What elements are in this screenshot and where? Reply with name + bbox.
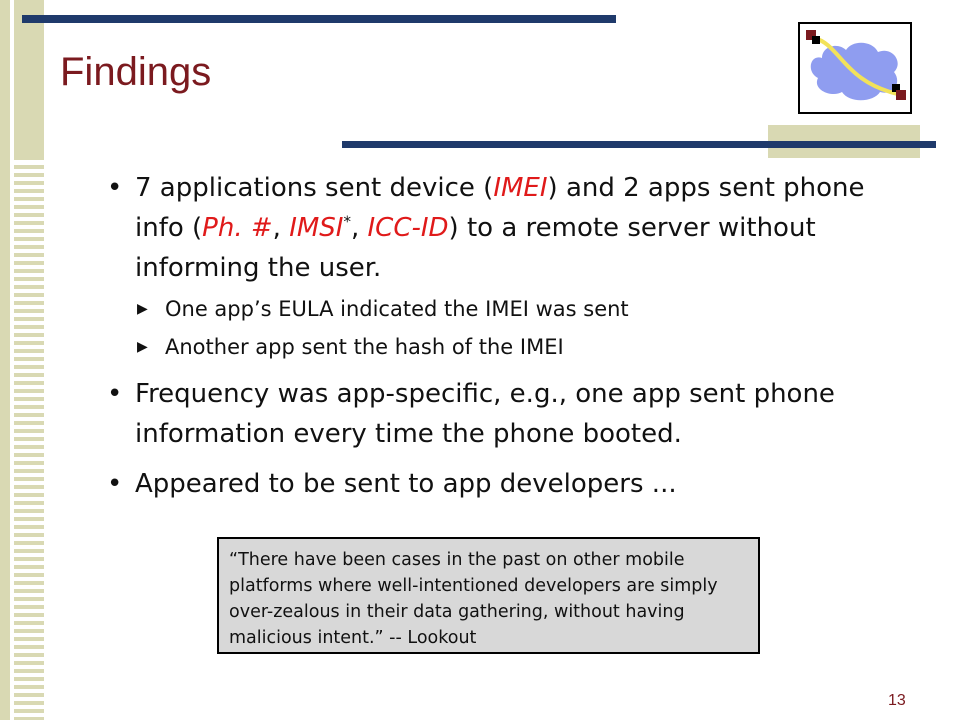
stripe-bar (14, 221, 44, 225)
stripe-bar (14, 277, 44, 281)
bullet-item-1 (105, 168, 905, 288)
stripe-bar (14, 261, 44, 265)
stripe-bar (14, 485, 44, 489)
stripe-bar (14, 469, 44, 473)
left-stripes-decoration (0, 0, 48, 720)
stripe-bar (14, 413, 44, 417)
highlight-imsi: IMSI (289, 213, 344, 243)
stripe-bar (14, 429, 44, 433)
stripe-bar (14, 397, 44, 401)
sub-bullet-text: One app’s EULA indicated the IMEI was sent (165, 297, 629, 321)
stripe-bar (14, 693, 44, 697)
stripe-bar (14, 637, 44, 641)
stripe-bar (14, 381, 44, 385)
stripe-bar (14, 701, 44, 705)
stripe-bar (14, 461, 44, 465)
top-rule (22, 15, 616, 23)
text-segment: ) to a remote server without informing the user. (135, 213, 816, 283)
bullet-list (105, 168, 905, 504)
stripe-bar (14, 709, 44, 713)
stripe-bar (14, 501, 44, 505)
highlight-icc-id: ICC-ID (367, 213, 449, 243)
network-cloud-icon (798, 22, 912, 114)
text-segment: , (350, 213, 368, 243)
highlight-imei: IMEI (493, 173, 548, 203)
stripe-bar (14, 533, 44, 537)
stripe-bar (14, 661, 44, 665)
bullet-text: Frequency was app-specific, e.g., one app sent phone information every time the phone booted. (135, 379, 835, 449)
stripe-bar (14, 293, 44, 297)
sub-bullet-1 (105, 292, 905, 326)
stripe-bar (14, 685, 44, 689)
sub-bullet-arrow-icon: ▶ (137, 301, 148, 317)
middle-rule (342, 141, 936, 148)
stripe-bar (14, 493, 44, 497)
bullet-item-2 (105, 374, 905, 454)
stripe-bar (14, 445, 44, 449)
slide-title: Findings (60, 50, 212, 94)
stripe-bar (14, 341, 44, 345)
stripe-bar (14, 245, 44, 249)
stripe-bar (14, 349, 44, 353)
stripe-bar (14, 405, 44, 409)
stripe-bar (14, 373, 44, 377)
bullet-text: Appeared to be sent to app developers ... (135, 469, 677, 499)
stripe-bar (14, 285, 44, 289)
stripe-bar (14, 525, 44, 529)
stripe-bar (14, 205, 44, 209)
bullet-icon: • (107, 379, 123, 409)
bullet-item-3 (105, 464, 905, 504)
stripe-bar (14, 605, 44, 609)
stripe-bar (14, 189, 44, 193)
stripe-bar (14, 173, 44, 177)
stripe-bar (14, 365, 44, 369)
stripe-bar (14, 629, 44, 633)
stripe-bar (14, 509, 44, 513)
stripe-bar (14, 317, 44, 321)
stripe-bar (14, 613, 44, 617)
text-segment: ) and 2 apps sent phone info ( (135, 173, 865, 243)
text-segment: , (272, 213, 290, 243)
bullet-icon: • (107, 173, 123, 203)
stripe-bar (14, 565, 44, 569)
stripe-bar (14, 229, 44, 233)
stripe-bar (14, 653, 44, 657)
stripe-bar (14, 669, 44, 673)
quote-box (217, 537, 760, 654)
stripe-bar (14, 677, 44, 681)
sub-bullet-2 (105, 330, 905, 364)
stripe-bar (14, 421, 44, 425)
page-number: 13 (888, 692, 906, 709)
stripe-bar (14, 181, 44, 185)
footnote-mark: * (343, 212, 351, 231)
stripe-bar (14, 541, 44, 545)
stripe-bar (14, 213, 44, 217)
highlight-phone-number: Ph. # (202, 213, 273, 243)
stripe-bar (14, 325, 44, 329)
stripe-bar (14, 333, 44, 337)
stripe-bar (14, 477, 44, 481)
stripe-bar (14, 165, 44, 169)
sub-bullet-text: Another app sent the hash of the IMEI (165, 335, 564, 359)
stripe-bar (14, 557, 44, 561)
stripe-bar (14, 269, 44, 273)
stripe-bar (14, 309, 44, 313)
stripe-bar (14, 357, 44, 361)
stripe-bar (14, 589, 44, 593)
stripe-bar (14, 597, 44, 601)
stripe-bar (14, 573, 44, 577)
stripe-bar (14, 301, 44, 305)
stripe-bar (14, 389, 44, 393)
stripe-bar (14, 549, 44, 553)
stripe-bar (14, 517, 44, 521)
stripe-bar (14, 645, 44, 649)
stripe-bar (14, 253, 44, 257)
stripe-bar (14, 581, 44, 585)
bullet-icon: • (107, 469, 123, 499)
stripe-bar (14, 197, 44, 201)
stripe-bar (14, 437, 44, 441)
stripe-bar (14, 621, 44, 625)
sub-bullet-arrow-icon: ▶ (137, 339, 148, 355)
quote-text: “There have been cases in the past on other mobile platforms where well-intentioned developers are simply over-zealous in their data gathering, without having malicious intent.” -- Lookout (229, 550, 718, 648)
text-segment: 7 applications sent device ( (135, 173, 494, 203)
stripe-bar (14, 237, 44, 241)
stripe-bar (14, 453, 44, 457)
